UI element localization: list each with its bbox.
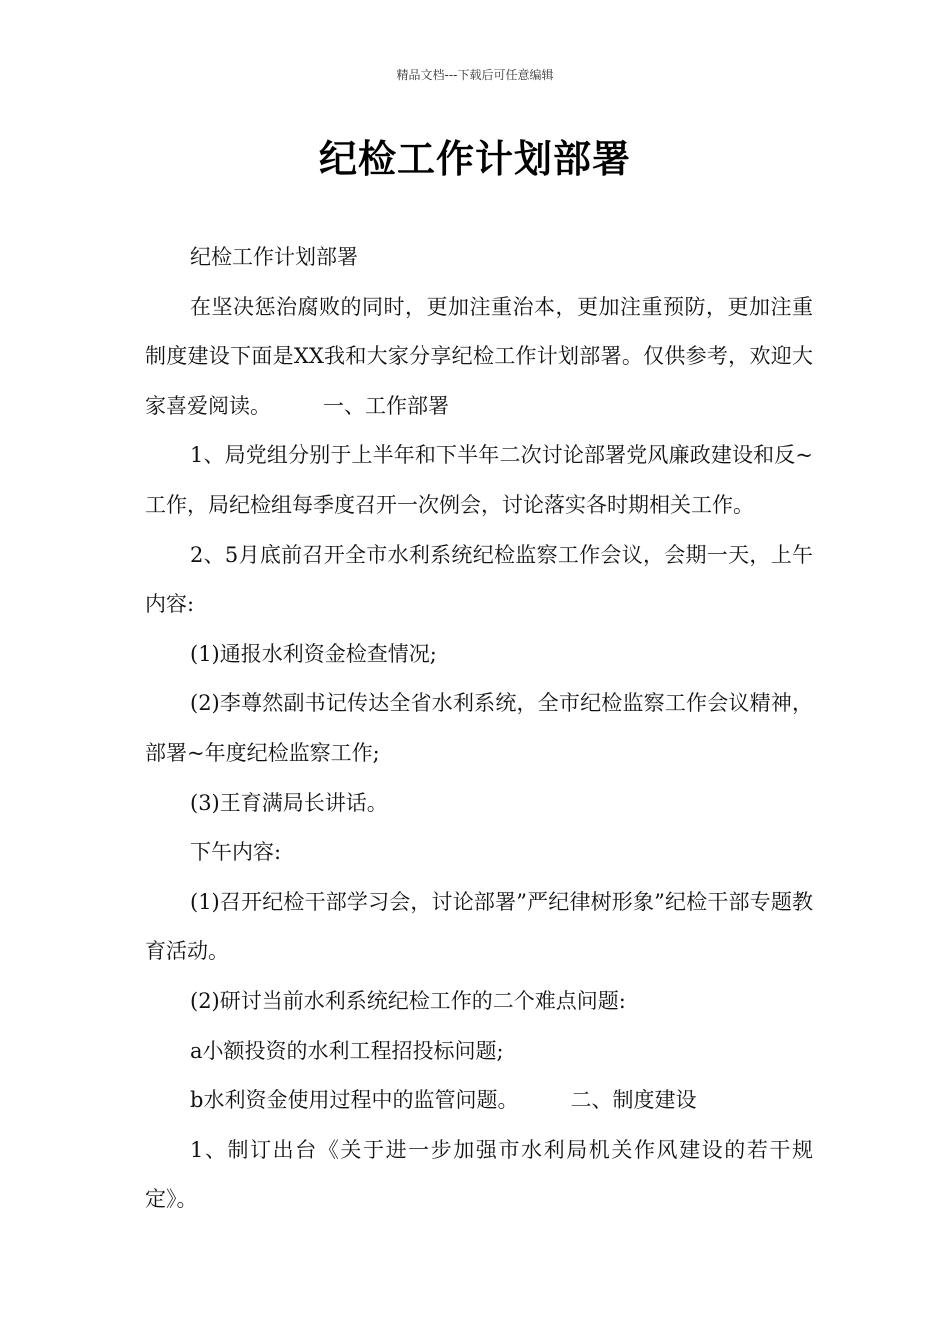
paragraph-issue-a: a小额投资的水利工程招投标问题; <box>190 1038 504 1063</box>
section-heading-work-deployment: 一、工作部署 <box>323 393 449 418</box>
section-heading-system-building: 二、制度建设 <box>570 1088 697 1113</box>
paragraph-intro <box>145 283 813 432</box>
paragraph-morning-2: (2)李尊然副书记传达全省水利系统，全市纪检监察工作会议精神，部署~年度纪检监察工作; <box>145 691 813 765</box>
paragraph-morning-1: (1)通报水利资金检查情况; <box>190 641 437 666</box>
paragraph-afternoon-heading: 下午内容: <box>190 840 282 865</box>
download-note: 精品文档---下载后可任意编辑 <box>396 68 554 82</box>
paragraph-subtitle: 纪检工作计划部署 <box>190 245 358 269</box>
paragraph-item-1: 1、局党组分别于上半年和下半年二次讨论部署党风廉政建设和反~工作，局纪检组每季度召开一次例会，讨论落实各时期相关工作。 <box>145 443 813 517</box>
paragraph-issue-b-text: b水利资金使用过程中的监管问题。 <box>190 1088 519 1113</box>
paragraph-regulation-1: 1、制订出台《关于进一步加强市水利局机关作风建设的若干规定》。 <box>145 1137 813 1212</box>
document-body <box>145 233 813 1225</box>
paragraph-morning-3: (3)王育满局长讲话。 <box>190 790 388 815</box>
paragraph-afternoon-1: (1)召开纪检干部学习会，讨论部署”严纪律树形象”纪检干部专题教育活动。 <box>145 889 813 964</box>
paragraph-issue-b <box>145 1076 813 1126</box>
paragraph-intro-text: 在坚决惩治腐败的同时，更加注重治本，更加注重预防，更加注重制度建设下面是XX我和大家分享纪检工作计划部署。仅供参考，欢迎大家喜爱阅读。 <box>145 294 813 418</box>
paragraph-item-2: 2、5月底前召开全市水利系统纪检监察工作会议，会期一天，上午内容: <box>145 542 813 617</box>
paragraph-afternoon-2: (2)研讨当前水利系统纪检工作的二个难点问题: <box>190 988 626 1013</box>
document-title: 纪检工作计划部署 <box>318 137 631 181</box>
